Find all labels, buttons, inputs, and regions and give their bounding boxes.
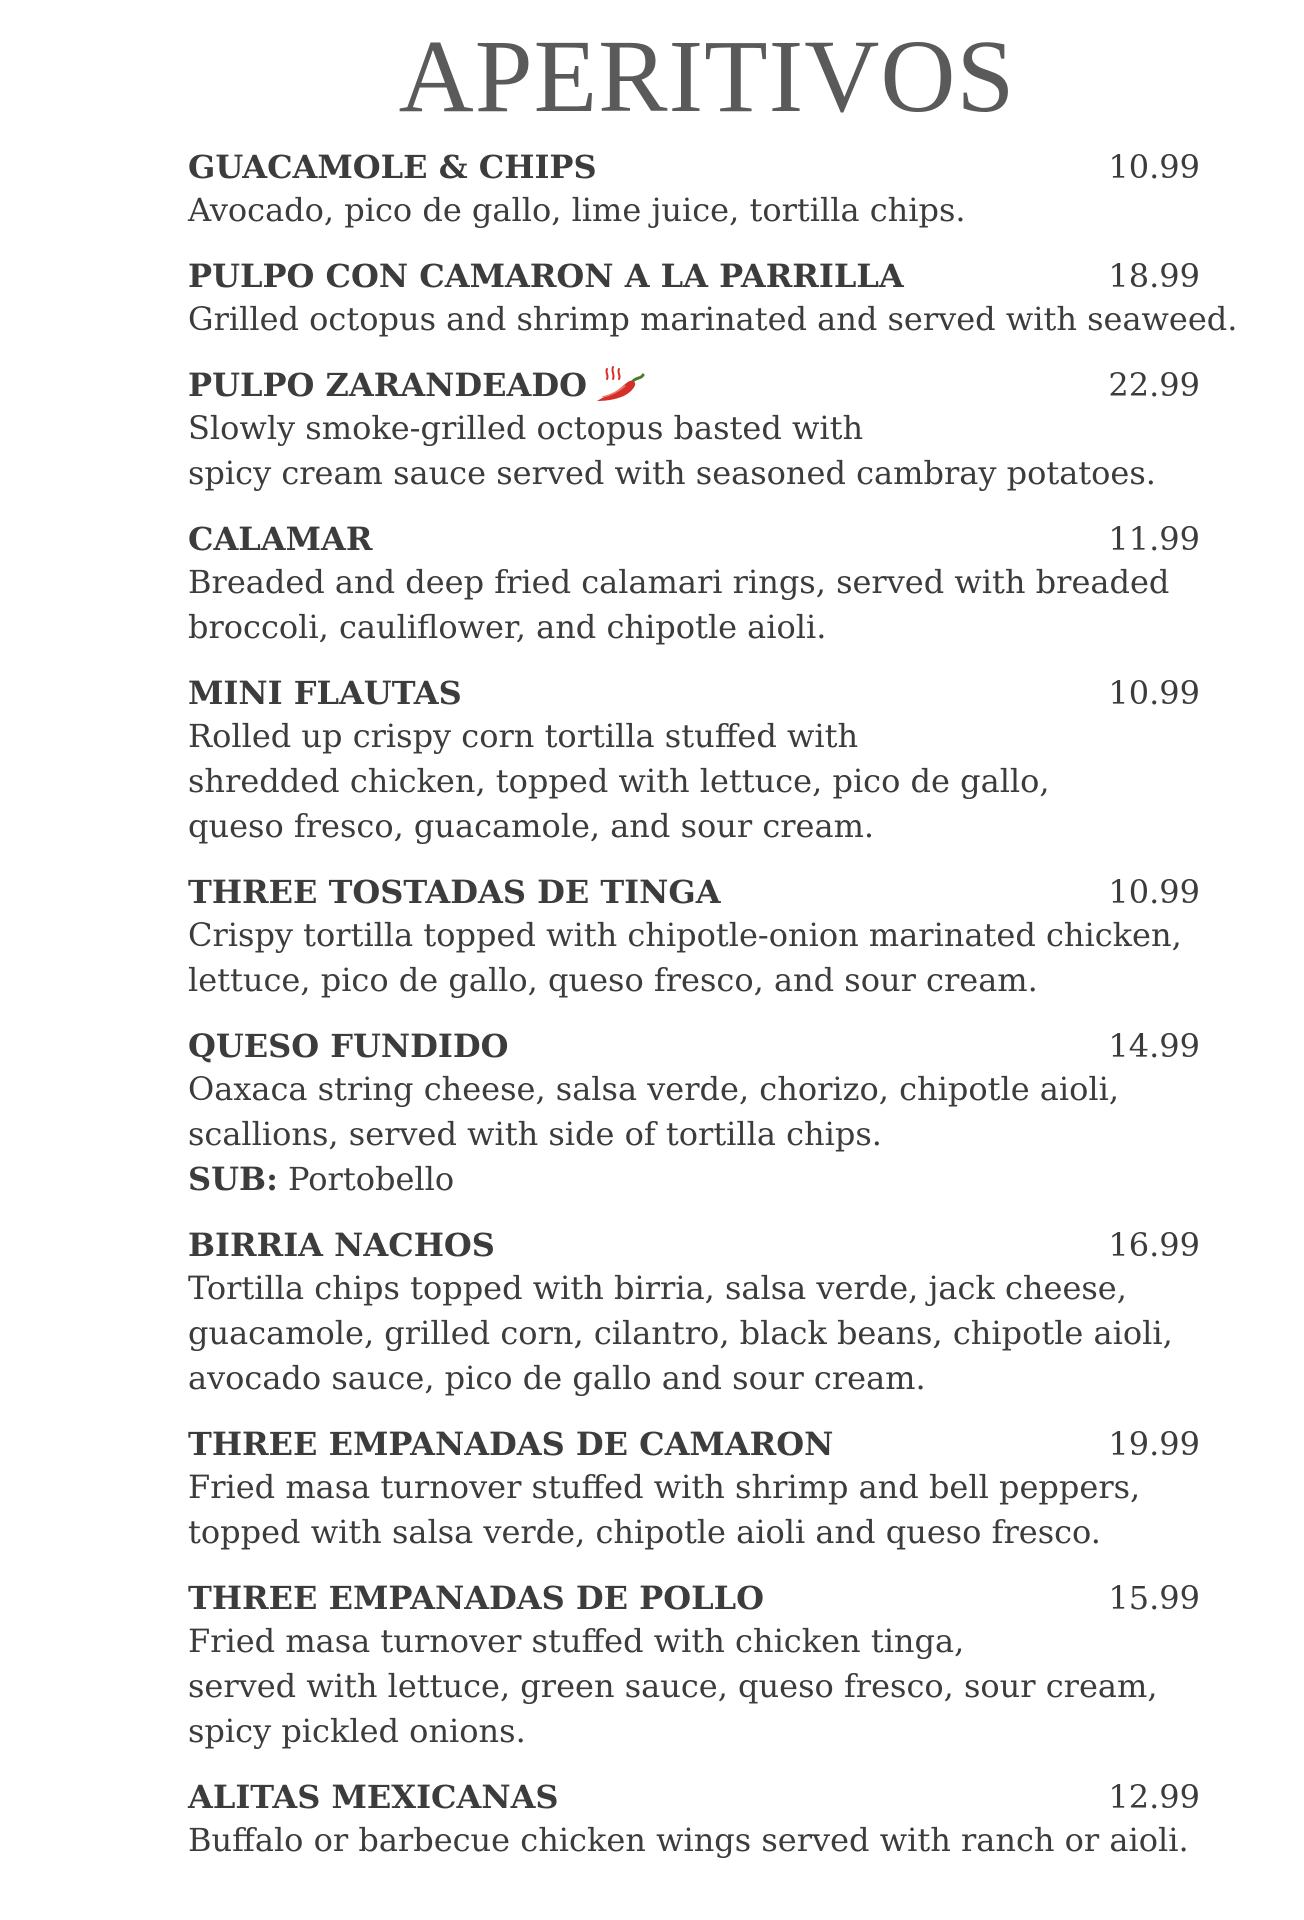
menu-item-header [188, 146, 1200, 188]
menu-item [188, 1224, 1200, 1401]
substitution-line [188, 1157, 1200, 1202]
description-line: Oaxaca string cheese, salsa verde, chorizo, chipotle aioli, [188, 1070, 1120, 1108]
menu-item-header [188, 672, 1200, 714]
menu-item-header [188, 1224, 1200, 1266]
menu-item-description [188, 714, 1200, 849]
menu-item-description [188, 1067, 1200, 1202]
menu-item-name: CALAMAR [188, 520, 373, 558]
menu-item-price: 14.99 [1108, 1027, 1200, 1065]
description-line: Crispy tortilla topped with chipotle-onion marinated chicken, [188, 916, 1182, 954]
menu-item [188, 518, 1200, 650]
description-line: Fried masa turnover stuffed with chicken tinga, [188, 1622, 965, 1660]
description-line: broccoli, cauliflower, and chipotle aioli. [188, 608, 827, 646]
menu-item-name: THREE TOSTADAS DE TINGA [188, 873, 721, 911]
menu-item-description [188, 1619, 1200, 1754]
description-line: spicy cream sauce served with seasoned cambray potatoes. [188, 454, 1156, 492]
menu-item-description [188, 1465, 1200, 1555]
description-line: scallions, served with side of tortilla chips. [188, 1115, 882, 1153]
menu-item-price: 10.99 [1108, 873, 1200, 911]
menu-item-header [188, 1025, 1200, 1067]
menu-item-name: BIRRIA NACHOS [188, 1226, 495, 1264]
menu-item [188, 364, 1200, 496]
menu-item-header [188, 364, 1200, 406]
menu-item [188, 1577, 1200, 1754]
menu-item [188, 871, 1200, 1003]
page-title: APERITIVOS [398, 19, 1016, 134]
menu-item-description [188, 297, 1238, 342]
menu-item-price: 11.99 [1108, 520, 1200, 558]
menu-list [188, 146, 1238, 1885]
menu-item-price: 18.99 [1108, 257, 1200, 295]
description-line: topped with salsa verde, chipotle aioli and queso fresco. [188, 1513, 1101, 1551]
chili-pepper-icon [593, 365, 649, 405]
menu-item-header [188, 255, 1200, 297]
description-line: lettuce, pico de gallo, queso fresco, and sour cream. [188, 961, 1038, 999]
menu-item-description [188, 406, 1200, 496]
menu-item-description [188, 188, 1200, 233]
menu-item [188, 672, 1200, 849]
menu-item [188, 1776, 1200, 1863]
menu-item-header [188, 1577, 1200, 1619]
description-line: Buffalo or barbecue chicken wings served with ranch or aioli. [188, 1821, 1189, 1859]
description-line: shredded chicken, topped with lettuce, pico de gallo, [188, 762, 1050, 800]
menu-item-name: GUACAMOLE & CHIPS [188, 148, 597, 186]
menu-item-price: 12.99 [1108, 1778, 1200, 1816]
menu-item [188, 146, 1200, 233]
description-line: Tortilla chips topped with birria, salsa verde, jack cheese, [188, 1269, 1127, 1307]
description-line: Rolled up crispy corn tortilla stuffed with [188, 717, 859, 755]
description-line: Grilled octopus and shrimp marinated and served with seaweed. [188, 300, 1238, 338]
description-line: avocado sauce, pico de gallo and sour cream. [188, 1359, 926, 1397]
description-line: served with lettuce, green sauce, queso fresco, sour cream, [188, 1667, 1158, 1705]
menu-item-name: THREE EMPANADAS DE POLLO [188, 1579, 764, 1617]
menu-item-price: 16.99 [1108, 1226, 1200, 1264]
menu-item-name: QUESO FUNDIDO [188, 1027, 509, 1065]
substitution-value: Portobello [277, 1160, 455, 1198]
menu-item-price: 10.99 [1108, 674, 1200, 712]
menu-item-name-wrap [188, 364, 649, 406]
description-line: queso fresco, guacamole, and sour cream. [188, 807, 875, 845]
menu-item-name: ALITAS MEXICANAS [188, 1778, 559, 1816]
description-line: Avocado, pico de gallo, lime juice, tortilla chips. [188, 191, 966, 229]
menu-item [188, 1025, 1200, 1202]
menu-item-description [188, 913, 1200, 1003]
menu-item [188, 255, 1238, 342]
menu-item-name: MINI FLAUTAS [188, 674, 462, 712]
menu-item [188, 1423, 1200, 1555]
menu-item-description [188, 1818, 1200, 1863]
menu-item-header [188, 1423, 1200, 1465]
menu-item-description [188, 560, 1200, 650]
menu-item-price: 22.99 [1108, 366, 1200, 404]
description-line: spicy pickled onions. [188, 1712, 526, 1750]
substitution-label: SUB: [188, 1160, 278, 1198]
menu-item-name: PULPO CON CAMARON A LA PARRILLA [188, 257, 904, 295]
menu-item-header [188, 518, 1200, 560]
menu-item-price: 15.99 [1108, 1579, 1200, 1617]
menu-item-header [188, 1776, 1200, 1818]
menu-item-header [188, 871, 1200, 913]
menu-item-name: THREE EMPANADAS DE CAMARON [188, 1425, 834, 1463]
menu-item-name: PULPO ZARANDEADO [188, 366, 587, 404]
description-line: Breaded and deep fried calamari rings, served with breaded [188, 563, 1170, 601]
menu-item-description [188, 1266, 1200, 1401]
menu-item-price: 19.99 [1108, 1425, 1200, 1463]
description-line: Slowly smoke-grilled octopus basted with [188, 409, 864, 447]
description-line: guacamole, grilled corn, cilantro, black beans, chipotle aioli, [188, 1314, 1173, 1352]
description-line: Fried masa turnover stuffed with shrimp and bell peppers, [188, 1468, 1141, 1506]
menu-item-price: 10.99 [1108, 148, 1200, 186]
